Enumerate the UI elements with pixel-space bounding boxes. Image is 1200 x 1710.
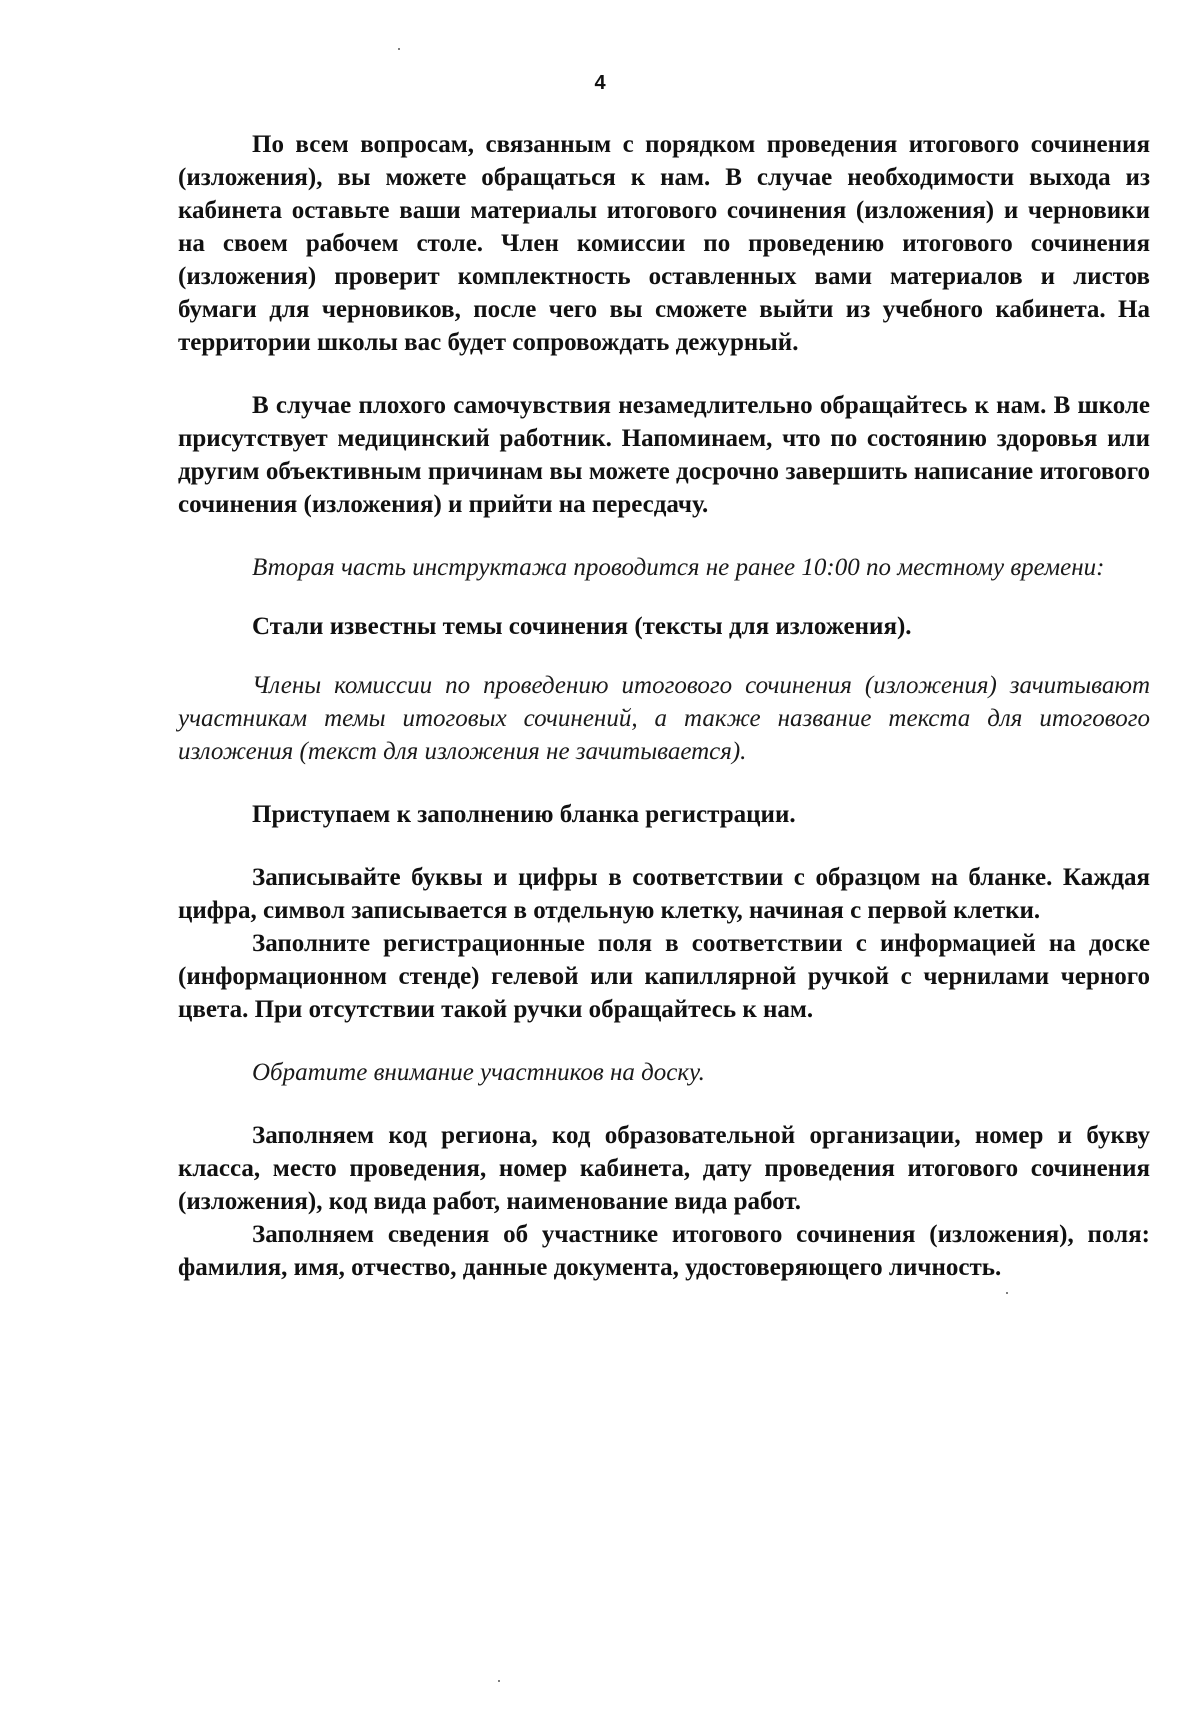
paragraph-fill-fields: Заполните регистрационные поля в соответствии с информацией на доске (информационном стенде) гелевой или капиллярной ручкой с чернилами черного цвета. При отсутствии такой ручки обращайтесь к нам. (178, 930, 1150, 1023)
scan-speck (1006, 1292, 1008, 1294)
scan-speck (498, 1680, 500, 1682)
page-number: 4 (594, 72, 606, 94)
paragraph-health: В случае плохого самочувствия незамедлительно обращайтесь к нам. В школе присутствует медицинский работник. Напоминаем, что по состоянию здоровья или другим объективным причинам вы можете досрочно завершить написание итогового сочинения (изложения) и прийти на пересдачу. (178, 392, 1150, 518)
paragraph-registration-start: Приступаем к заполнению бланка регистрации. (252, 801, 796, 828)
paragraph-fill-participant: Заполняем сведения об участнике итогового сочинения (изложения), поля: фамилия, имя, отчество, данные документа, удостоверяющего личность. (178, 1221, 1150, 1281)
paragraph-board-note: Обратите внимание участников на доску. (252, 1059, 705, 1086)
paragraph-second-part-note: Вторая часть инструктажа проводится не ранее 10:00 по местному времени: (252, 554, 1105, 581)
paragraph-commission-reads: Члены комиссии по проведению итогового сочинения (изложения) зачитывают участникам темы итоговых сочинений, а также название текста для итогового изложения (текст для изложения не зачитывается). (178, 672, 1150, 765)
paragraph-fill-codes: Заполняем код региона, код образовательной организации, номер и букву класса, место проведения, номер кабинета, дату проведения итогового сочинения (изложения), код вида работ, наименование вида работ. (178, 1122, 1150, 1215)
paragraph-write-letters: Записывайте буквы и цифры в соответствии с образцом на бланке. Каждая цифра, символ записывается в отдельную клетку, начиная с первой клетки. (178, 864, 1150, 924)
paragraph-questions: По всем вопросам, связанным с порядком проведения итогового сочинения (изложения), вы можете обращаться к нам. В случае необходимости выхода из кабинета оставьте ваши материалы итогового сочинения (изложения) и черновики на своем рабочем столе. Член комиссии по проведению итогового сочинения (изложения) проверит комплектность оставленных вами материалов и листов бумаги для черновиков, после чего вы сможете выйти из учебного кабинета. На территории школы вас будет сопровождать дежурный. (178, 131, 1150, 356)
paragraph-topics-known: Стали известны темы сочинения (тексты для изложения). (252, 613, 912, 640)
scan-speck (398, 48, 400, 50)
document-body (178, 128, 1150, 1284)
